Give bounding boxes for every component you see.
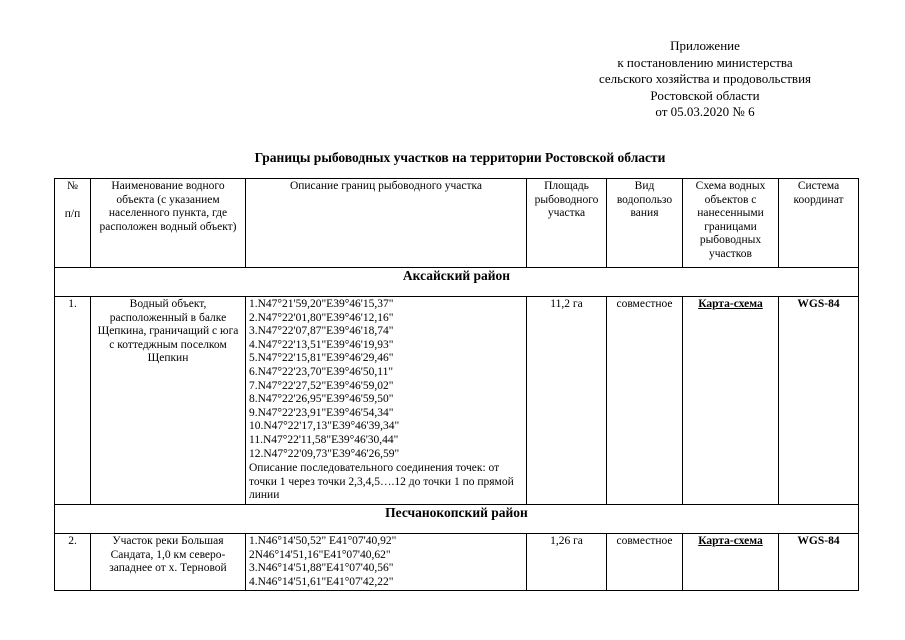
point-item: 10.N47°22'17,13"E39°46'39,34" (249, 420, 400, 433)
row-number: 1. (55, 297, 91, 505)
points-list (249, 298, 523, 461)
appendix-line: к постановлению министерства (617, 54, 793, 70)
row-scheme (683, 297, 779, 505)
table-row (55, 533, 859, 590)
header-description: Описание границ рыбоводного участка (246, 179, 527, 268)
point-item: 1.N46°14'50,52" E41°07'40,92" (249, 534, 397, 547)
row-use-type: совместное (607, 297, 683, 505)
point-item: 9.N47°22'23,91"E39°46'54,34" (249, 406, 394, 419)
point-item: 12.N47°22'09,73"E39°46'26,59" (249, 447, 400, 460)
header-area: Площадь рыбоводного участка (527, 179, 607, 268)
fish-plots-table (54, 178, 859, 591)
region-name: Песчанокопский район (55, 504, 859, 533)
row-coord-system: WGS-84 (779, 533, 859, 590)
appendix-block (560, 38, 850, 121)
row-area: 11,2 га (527, 297, 607, 505)
document-title: Границы рыбоводных участков на территории Ростовской области (254, 150, 666, 165)
appendix-line: сельского хозяйства и продовольствия (598, 71, 812, 86)
point-item: 3.N46°14'51,88"E41°07'40,56" (249, 562, 394, 575)
header-scheme: Схема водных объектов с нанесенными границами рыбоводных участков (683, 179, 779, 268)
row-description (246, 297, 527, 505)
row-description (246, 533, 527, 590)
point-item: 3.N47°22'07,87"E39°46'18,74" (249, 325, 394, 338)
header-use-type: Вид водопользо вания (607, 179, 683, 268)
row-scheme (683, 533, 779, 590)
row-object: Водный объект, расположенный в балке Щепкина, граничащий с юга с коттеджным поселком Щепкин (91, 297, 246, 505)
point-item: 6.N47°22'23,70"E39°46'50,11" (249, 365, 394, 378)
row-object: Участок реки Большая Сандата, 1,0 км северо-западнее от х. Терновой (91, 533, 246, 590)
region-name: Аксайский район (55, 268, 859, 297)
row-area: 1,26 га (527, 533, 607, 590)
region-row (55, 504, 859, 533)
point-item: 11.N47°22'11,58"E39°46'30,44" (249, 433, 399, 446)
region-row (55, 268, 859, 297)
point-item: 5.N47°22'15,81"E39°46'29,46" (249, 352, 394, 365)
row-use-type: совместное (607, 533, 683, 590)
table-header-row (55, 179, 859, 268)
header-object-name: Наименование водного объекта (с указанием населенного пункта, где расположен водный объект) (91, 179, 246, 268)
point-item: 4.N46°14'51,61"E41°07'42,22" (249, 575, 394, 588)
scheme-map-link[interactable]: Карта-схема (698, 534, 763, 547)
point-item: 8.N47°22'26,95"E39°46'59,50" (249, 393, 394, 406)
table-row (55, 297, 859, 505)
point-item: 2.N47°22'01,80"E39°46'12,16" (249, 311, 394, 324)
appendix-line: Приложение (670, 38, 740, 53)
appendix-line: от 05.03.2020 № 6 (655, 104, 755, 119)
row-number: 2. (55, 533, 91, 590)
row-coord-system: WGS-84 (779, 297, 859, 505)
connection-description: Описание последовательного соединения точек: от точки 1 через точки 2,3,4,5….12 до точки 1 по прямой линии (249, 462, 514, 502)
point-item: 7.N47°22'27,52"E39°46'59,02" (249, 379, 394, 392)
header-coord-system: Система координат (779, 179, 859, 268)
header-number: № п/п (55, 179, 91, 268)
points-list (249, 535, 523, 589)
point-item: 4.N47°22'13,51"E39°46'19,93" (249, 338, 394, 351)
point-item: 2N46°14'51,16"E41°07'40,62" (249, 548, 391, 561)
point-item: 1.N47°21'59,20"E39°46'15,37" (249, 298, 394, 310)
appendix-line: Ростовской области (650, 87, 760, 103)
scheme-map-link[interactable]: Карта-схема (698, 298, 763, 310)
